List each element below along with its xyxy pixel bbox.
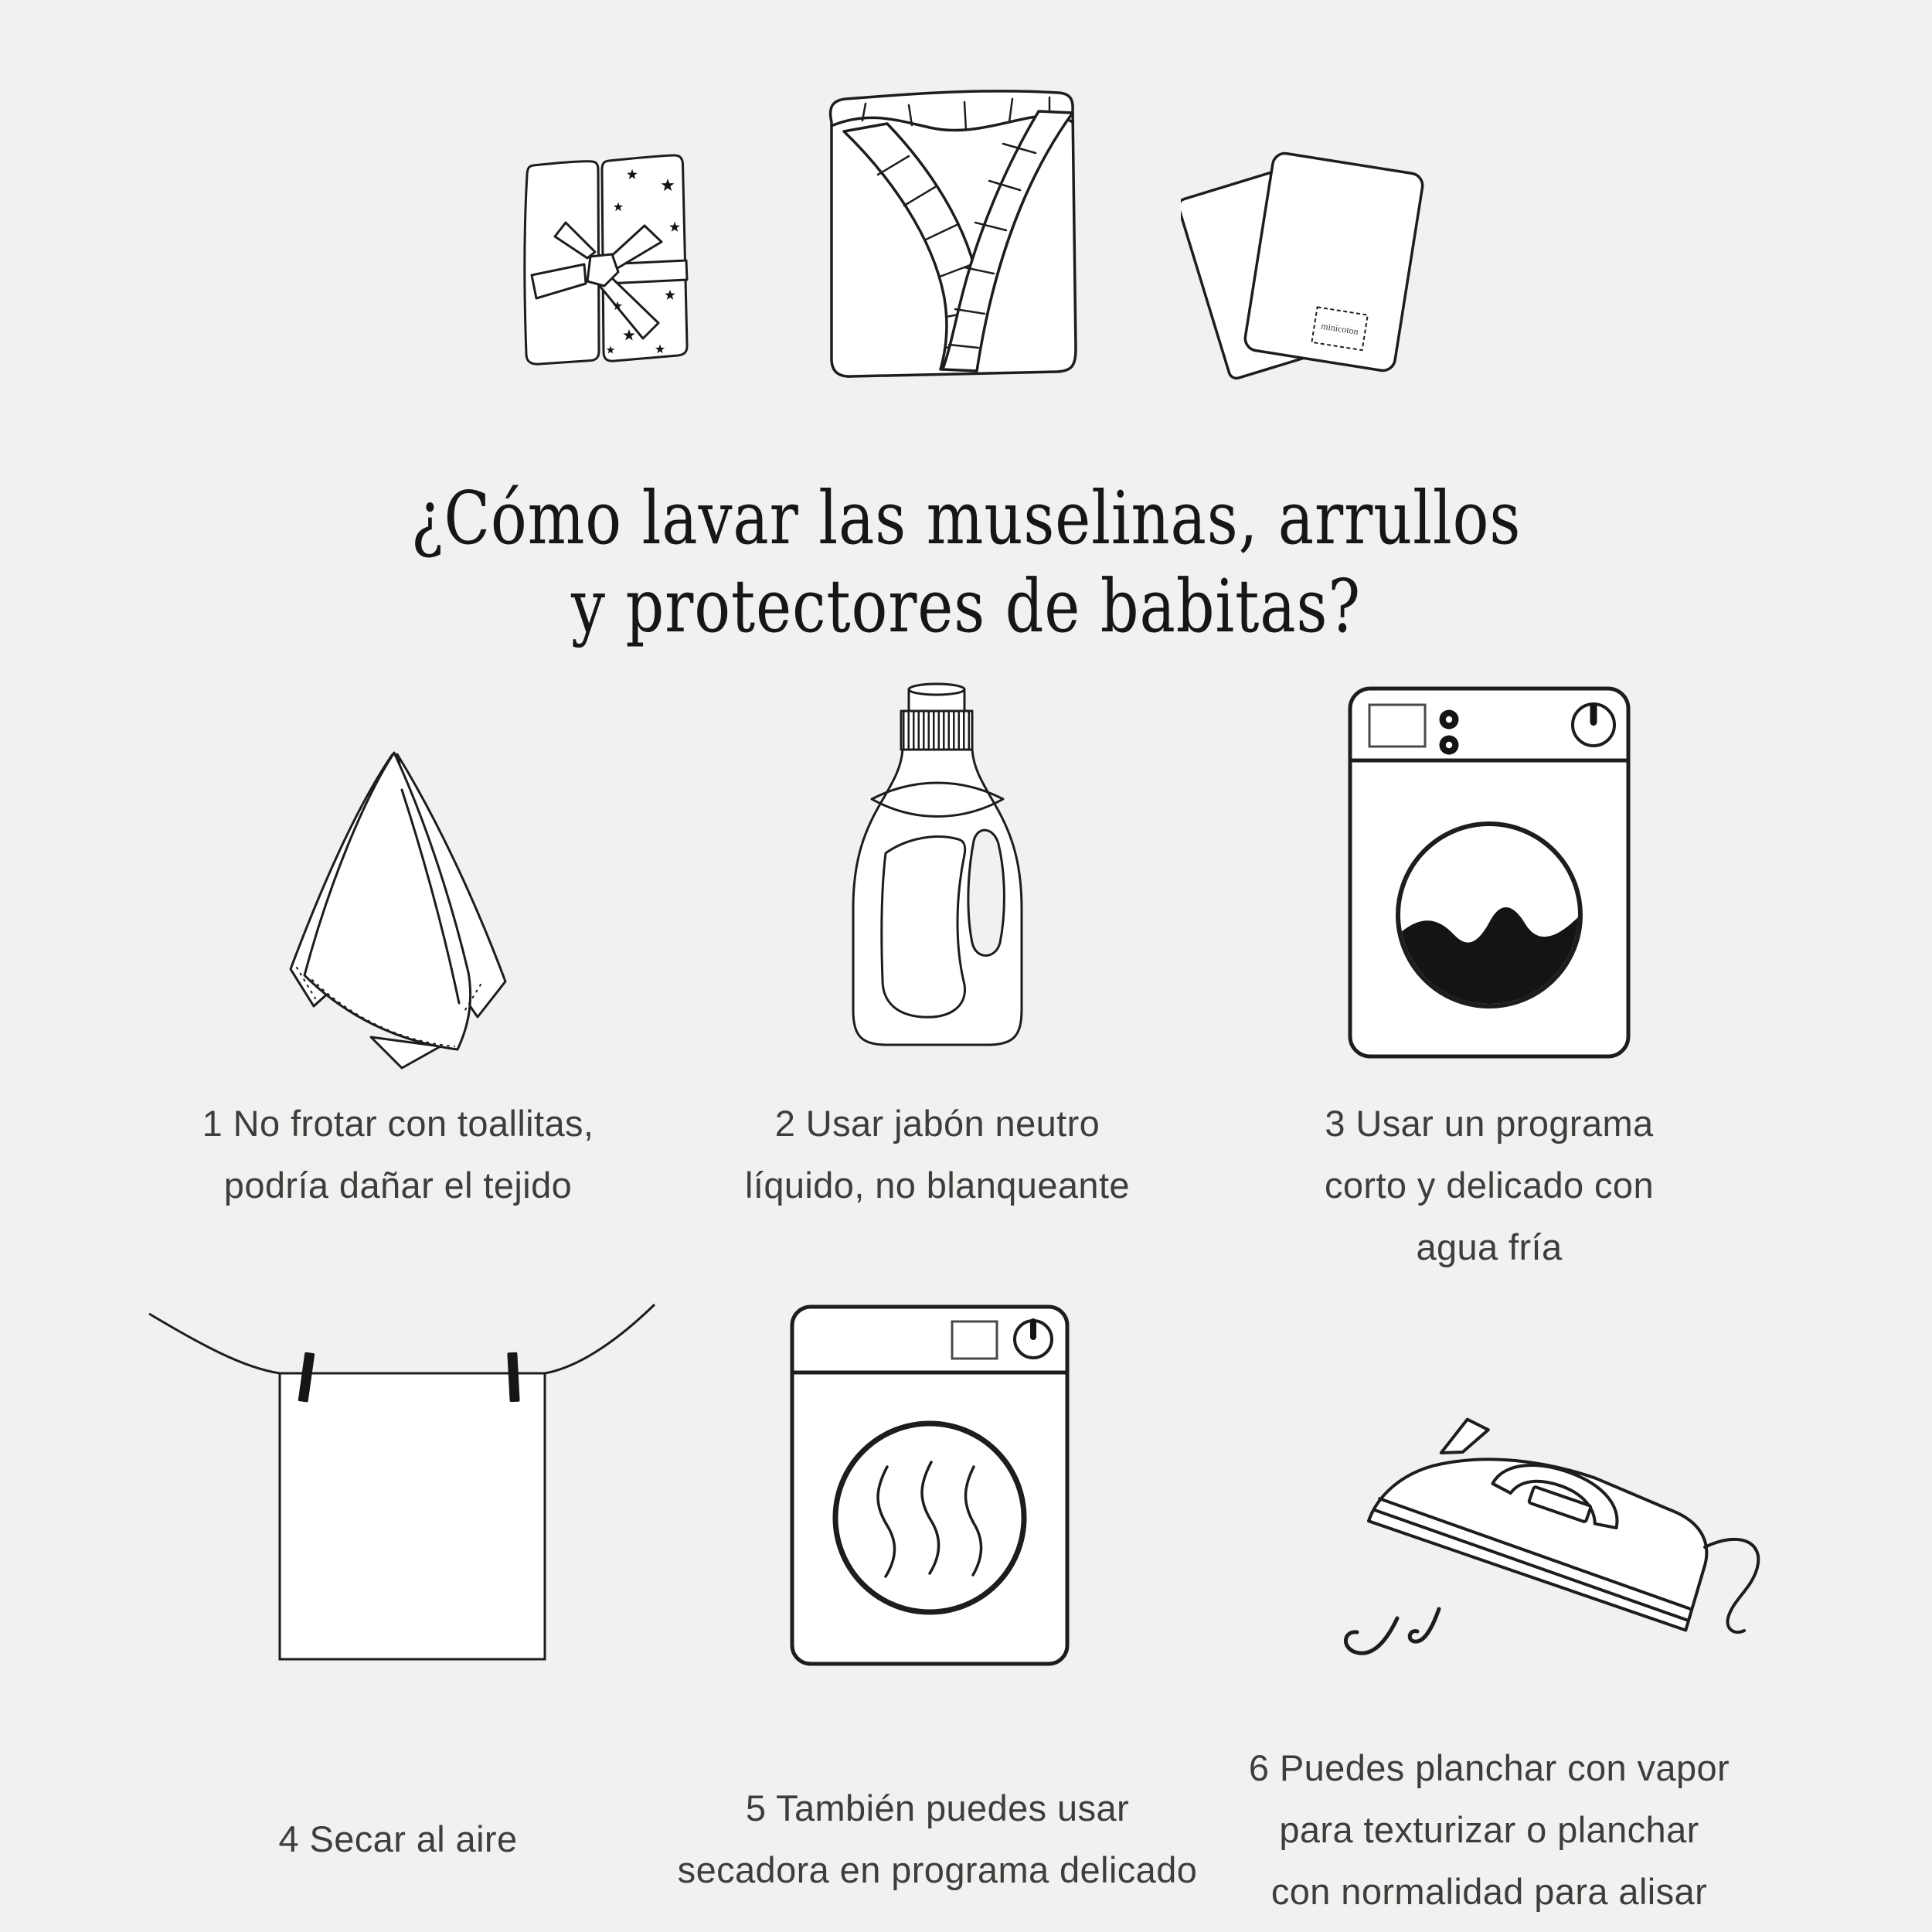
caption-line: podría dañar el tejido bbox=[223, 1165, 573, 1206]
hanging-muslin-icon bbox=[278, 743, 518, 1070]
title-line-2: y protectores de babitas? bbox=[571, 564, 1361, 649]
caption-line: para texturizar o planchar bbox=[1279, 1809, 1699, 1850]
caption-line: líquido, no blanqueante bbox=[745, 1165, 1130, 1206]
step-5-caption bbox=[667, 1777, 1208, 1901]
caption-line: agua fría bbox=[1416, 1226, 1563, 1267]
caption-line: corto y delicado con bbox=[1324, 1165, 1655, 1206]
bib-brand-label: minicoton bbox=[1320, 320, 1359, 337]
detergent-bottle-icon bbox=[842, 679, 1032, 1060]
caption-line: secadora en programa delicado bbox=[677, 1849, 1198, 1890]
swaddle-icon bbox=[818, 82, 1082, 385]
washing-machine-icon bbox=[1346, 685, 1632, 1060]
bib-protectors-icon bbox=[1181, 142, 1428, 383]
caption-line: 3 Usar un programa bbox=[1325, 1103, 1654, 1144]
step-2-caption bbox=[667, 1093, 1208, 1216]
title-line-1: ¿Cómo lavar las muselinas, arrullos bbox=[410, 476, 1522, 561]
step-4-caption bbox=[128, 1808, 668, 1870]
clothesline-icon bbox=[147, 1295, 657, 1666]
tumble-dryer-icon bbox=[788, 1303, 1071, 1668]
step-3-caption bbox=[1219, 1093, 1760, 1278]
folded-muslins-icon bbox=[516, 151, 692, 371]
page-title bbox=[0, 474, 1932, 651]
step-6-caption bbox=[1203, 1737, 1775, 1923]
caption-line: con normalidad para alisar bbox=[1270, 1871, 1708, 1912]
caption-line: 1 No frotar con toallitas, bbox=[202, 1103, 594, 1144]
caption-line: 2 Usar jabón neutro bbox=[774, 1103, 1100, 1144]
caption-line: 6 Puedes planchar con vapor bbox=[1248, 1747, 1730, 1788]
caption-line: 5 También puedes usar bbox=[745, 1787, 1130, 1828]
step-1-caption bbox=[128, 1093, 668, 1216]
iron-icon bbox=[1323, 1416, 1774, 1680]
caption-line: 4 Secar al aire bbox=[278, 1818, 518, 1859]
